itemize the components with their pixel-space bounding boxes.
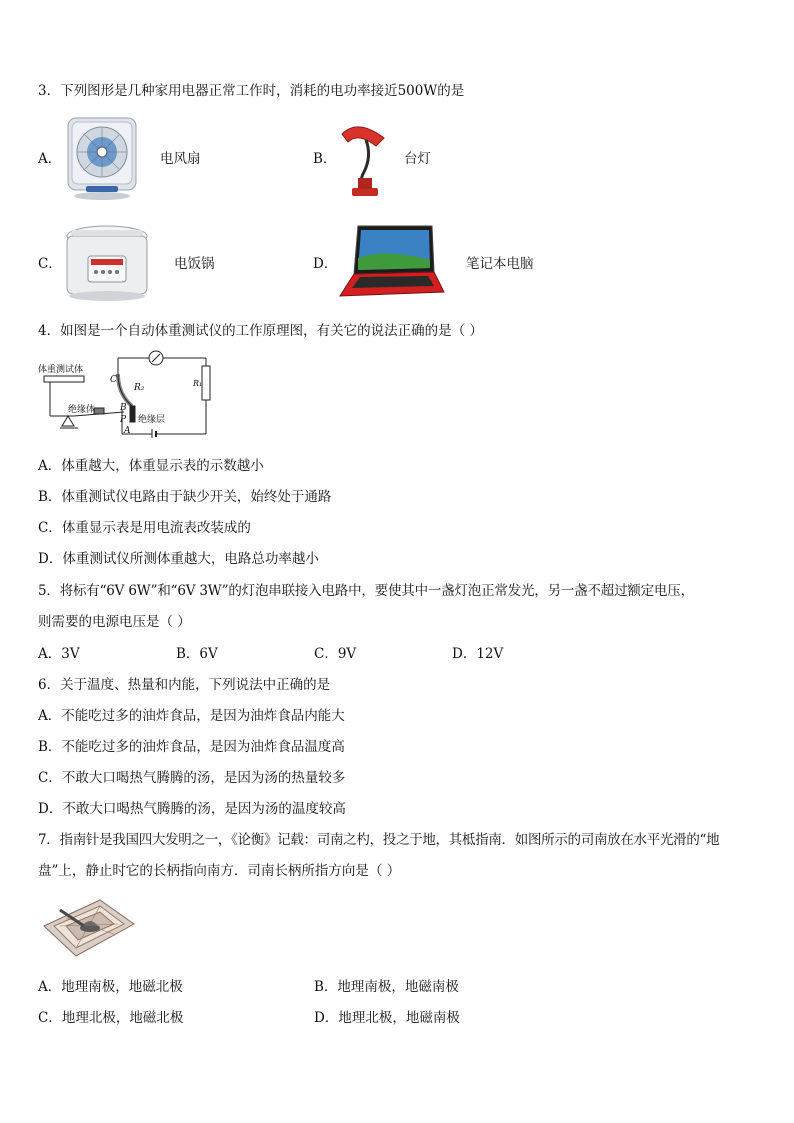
figure-label-r1: R₁	[193, 379, 203, 388]
q6-option-b: B．不能吃过多的油炸食品，是因为油炸食品温度高	[38, 739, 345, 755]
q3-option-c-letter: C．	[38, 256, 62, 272]
q5-stem-line2: 则需要的电源电压是（ ）	[38, 614, 191, 630]
q4-option-a: A．体重越大，体重显示表的示数越小	[38, 458, 264, 474]
q4-option-d: D．体重测试仪所测体重越大，电路总功率越小	[38, 551, 319, 567]
figure-label-b: B	[120, 403, 127, 413]
q7-option-b: B．地理南极，地磁南极	[314, 979, 459, 995]
q3-option-d-letter: D．	[313, 256, 338, 272]
figure-label-a: A	[124, 426, 131, 436]
q7-option-a: A．地理南极，地磁北极	[38, 979, 183, 995]
q5-option-d: D．12V	[452, 646, 504, 662]
q3-option-d-text: 笔记本电脑	[466, 256, 534, 272]
laptop-icon	[336, 222, 446, 304]
q7-option-c: C．地理北极，地磁北极	[38, 1010, 184, 1026]
q7-stem-line2: 盘”上，静止时它的长柄指向南方．司南长柄所指方向是（ ）	[38, 863, 401, 879]
q4-option-b: B．体重测试仪电路由于缺少开关，始终处于通路	[38, 489, 332, 505]
q5-option-a: A．3V	[38, 646, 80, 662]
q4-stem: 4．如图是一个自动体重测试仪的工作原理图，有关它的说法正确的是（ ）	[38, 323, 483, 339]
q6-option-d: D．不敢大口喝热气腾腾的汤，是因为汤的温度较高	[38, 801, 346, 817]
desk-lamp-icon	[336, 116, 390, 202]
q6-option-c: C．不敢大口喝热气腾腾的汤，是因为汤的热量较多	[38, 770, 346, 786]
figure-label-insulating-layer: 绝缘层	[138, 415, 166, 425]
sinan-compass-icon	[40, 896, 136, 960]
q5-option-c: C．9V	[314, 646, 357, 662]
q6-stem: 6．关于温度、热量和内能，下列说法中正确的是	[38, 677, 331, 693]
figure-label-p: P	[120, 415, 127, 425]
q3-option-a-letter: A．	[38, 151, 62, 167]
q7-stem-line1: 7．指南针是我国四大发明之一，《论衡》记载：司南之杓，投之于地，其柢指南．如图所示的司南放在水平光滑的“地	[38, 832, 720, 848]
q3-option-b-text: 台灯	[404, 151, 431, 167]
q3-stem: 3．下列图形是几种家用电器正常工作时，消耗的电功率接近500W的是	[38, 83, 465, 99]
rice-cooker-icon	[60, 222, 154, 304]
electric-fan-icon	[64, 116, 140, 202]
q3-option-a-text: 电风扇	[160, 151, 201, 167]
q3-option-b-letter: B．	[313, 151, 337, 167]
figure-label-c: C	[110, 375, 117, 385]
q6-option-a: A．不能吃过多的油炸食品，是因为油炸食品内能大	[38, 708, 345, 724]
q5-stem-line1: 5．将标有“6V 6W”和“6V 3W”的灯泡串联接入电路中，要使其中一盏灯泡正常发光，另一盏不超过额定电压，	[38, 583, 694, 599]
figure-label-insulator: 绝缘体	[68, 405, 96, 415]
figure-label-body: 体重测试体	[38, 365, 84, 375]
q5-option-b: B．6V	[176, 646, 218, 662]
q7-option-d: D．地理北极，地磁南极	[314, 1010, 460, 1026]
q3-option-c-text: 电饭锅	[174, 256, 215, 272]
q4-option-c: C．体重显示表是用电流表改装成的	[38, 520, 251, 536]
figure-label-r2: R₂	[134, 383, 145, 393]
weight-tester-circuit-diagram	[38, 346, 218, 438]
